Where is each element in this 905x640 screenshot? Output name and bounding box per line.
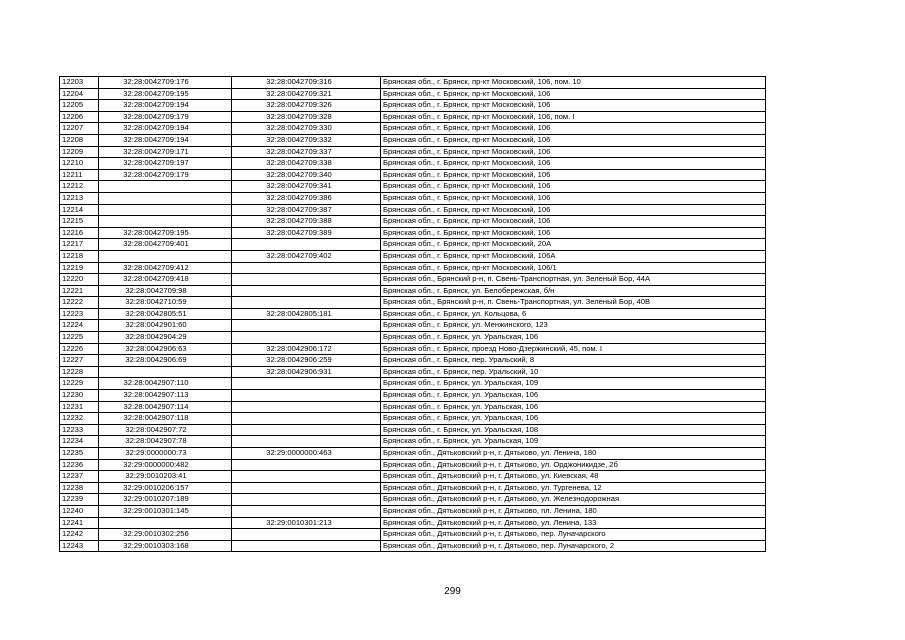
row-number-cell: 12237 xyxy=(60,471,99,483)
object-number-cell: 32:28:0042709:389 xyxy=(232,227,381,239)
row-number-cell: 12238 xyxy=(60,482,99,494)
address-cell: Брянская обл., г. Брянск, ул. Уральская, 106 xyxy=(381,390,766,402)
cadastral-number-cell: 32:28:0042710:59 xyxy=(99,297,232,309)
cadastral-number-cell: 32:28:0042906:63 xyxy=(99,343,232,355)
table-row xyxy=(60,529,766,541)
table-row xyxy=(60,297,766,309)
object-number-cell xyxy=(232,378,381,390)
object-number-cell: 32:28:0042709:402 xyxy=(232,250,381,262)
address-cell: Брянская обл., г. Брянск, пр-кт Московский, 106 xyxy=(381,88,766,100)
cadastral-number-cell: 32:28:0042709:194 xyxy=(99,123,232,135)
address-cell: Брянская обл., г. Брянск, ул. Уральская, 106 xyxy=(381,401,766,413)
cadastral-number-cell: 32:28:0042906:69 xyxy=(99,355,232,367)
address-cell: Брянская обл., г. Брянск, ул. Уральская, 106 xyxy=(381,332,766,344)
address-cell: Брянская обл., Дятьковский р-н, г. Дятьково, пер. Луначарского, 2 xyxy=(381,540,766,552)
object-number-cell xyxy=(232,332,381,344)
cadastral-number-cell xyxy=(99,517,232,529)
object-number-cell xyxy=(232,262,381,274)
table-row xyxy=(60,216,766,228)
row-number-cell: 12205 xyxy=(60,100,99,112)
object-number-cell xyxy=(232,239,381,251)
table-row xyxy=(60,192,766,204)
object-number-cell xyxy=(232,285,381,297)
object-number-cell: 32:28:0042709:328 xyxy=(232,111,381,123)
cadastral-number-cell: 32:28:0042907:113 xyxy=(99,390,232,402)
address-cell: Брянская обл., г. Брянск, ул. Менжинского, 123 xyxy=(381,320,766,332)
table-row xyxy=(60,77,766,89)
cadastral-number-cell: 32:29:0010203:41 xyxy=(99,471,232,483)
address-cell: Брянская обл., г. Брянск, пр-кт Московский, 106А xyxy=(381,250,766,262)
row-number-cell: 12226 xyxy=(60,343,99,355)
table-row xyxy=(60,320,766,332)
row-number-cell: 12233 xyxy=(60,424,99,436)
address-cell: Брянская обл., г. Брянск, ул. Уральская, 108 xyxy=(381,424,766,436)
row-number-cell: 12204 xyxy=(60,88,99,100)
row-number-cell: 12230 xyxy=(60,390,99,402)
table-row xyxy=(60,308,766,320)
cadastral-number-cell: 32:29:0010302:256 xyxy=(99,529,232,541)
object-number-cell: 32:28:0042709:386 xyxy=(232,192,381,204)
object-number-cell xyxy=(232,471,381,483)
object-number-cell xyxy=(232,436,381,448)
cadastral-number-cell: 32:28:0042709:179 xyxy=(99,169,232,181)
table-row xyxy=(60,274,766,286)
table-row xyxy=(60,262,766,274)
address-cell: Брянская обл., г. Брянск, пр-кт Московский, 106 xyxy=(381,192,766,204)
table-row xyxy=(60,413,766,425)
address-cell: Брянская обл., Брянский р-н, п. Свень-Транспортная, ул. Зеленый Бор, 44А xyxy=(381,274,766,286)
object-number-cell xyxy=(232,505,381,517)
table-row xyxy=(60,250,766,262)
table-row xyxy=(60,355,766,367)
cadastral-number-cell: 32:29:0010207:189 xyxy=(99,494,232,506)
object-number-cell: 32:28:0042709:330 xyxy=(232,123,381,135)
object-number-cell xyxy=(232,494,381,506)
table-row xyxy=(60,123,766,135)
row-number-cell: 12219 xyxy=(60,262,99,274)
row-number-cell: 12220 xyxy=(60,274,99,286)
object-number-cell xyxy=(232,401,381,413)
cadastral-number-cell: 32:28:0042709:194 xyxy=(99,134,232,146)
table-row xyxy=(60,343,766,355)
row-number-cell: 12212 xyxy=(60,181,99,193)
row-number-cell: 12231 xyxy=(60,401,99,413)
table-row xyxy=(60,494,766,506)
address-cell: Брянская обл., Дятьковский р-н, г. Дятьково, ул. Железнодорожная xyxy=(381,494,766,506)
cadastral-number-cell: 32:28:0042709:98 xyxy=(99,285,232,297)
row-number-cell: 12241 xyxy=(60,517,99,529)
address-cell: Брянская обл., г. Брянск, пр-кт Московский, 106 xyxy=(381,204,766,216)
address-cell: Брянская обл., г. Брянск, пр-кт Московский, 106, пом. I xyxy=(381,111,766,123)
object-number-cell xyxy=(232,459,381,471)
address-cell: Брянская обл., г. Брянск, ул. Кольцова, 6 xyxy=(381,308,766,320)
row-number-cell: 12209 xyxy=(60,146,99,158)
row-number-cell: 12242 xyxy=(60,529,99,541)
table-row xyxy=(60,111,766,123)
cadastral-number-cell: 32:28:0042709:412 xyxy=(99,262,232,274)
cadastral-number-cell: 32:28:0042907:72 xyxy=(99,424,232,436)
cadastral-number-cell: 32:28:0042805:51 xyxy=(99,308,232,320)
table-row xyxy=(60,227,766,239)
table-row xyxy=(60,158,766,170)
registry-table xyxy=(59,76,766,552)
table-row xyxy=(60,332,766,344)
cadastral-number-cell xyxy=(99,366,232,378)
address-cell: Брянская обл., г. Брянск, ул. Уральская, 109 xyxy=(381,436,766,448)
object-number-cell xyxy=(232,413,381,425)
address-cell: Брянская обл., г. Брянск, пр-кт Московский, 20А xyxy=(381,239,766,251)
address-cell: Брянская обл., г. Брянск, пер. Уральский, 8 xyxy=(381,355,766,367)
address-cell: Брянская обл., Дятьковский р-н, г. Дятьково, пл. Ленина, 180 xyxy=(381,505,766,517)
table-row xyxy=(60,366,766,378)
address-cell: Брянская обл., Дятьковский р-н, г. Дятьково, ул. Тургенева, 12 xyxy=(381,482,766,494)
object-number-cell: 32:28:0042906:259 xyxy=(232,355,381,367)
cadastral-number-cell: 32:28:0042709:197 xyxy=(99,158,232,170)
cadastral-number-cell xyxy=(99,216,232,228)
address-cell: Брянская обл., г. Брянск, пр-кт Московский, 106 xyxy=(381,158,766,170)
cadastral-number-cell: 32:29:0010206:157 xyxy=(99,482,232,494)
object-number-cell: 32:28:0042709:337 xyxy=(232,146,381,158)
table-row xyxy=(60,88,766,100)
table-row xyxy=(60,204,766,216)
address-cell: Брянская обл., Дятьковский р-н, г. Дятьково, ул. Ленина, 133 xyxy=(381,517,766,529)
table-row xyxy=(60,134,766,146)
row-number-cell: 12227 xyxy=(60,355,99,367)
cadastral-number-cell: 32:28:0042709:418 xyxy=(99,274,232,286)
table-row xyxy=(60,448,766,460)
cadastral-number-cell xyxy=(99,192,232,204)
row-number-cell: 12215 xyxy=(60,216,99,228)
row-number-cell: 12203 xyxy=(60,77,99,89)
row-number-cell: 12229 xyxy=(60,378,99,390)
cadastral-number-cell: 32:28:0042907:78 xyxy=(99,436,232,448)
row-number-cell: 12207 xyxy=(60,123,99,135)
cadastral-number-cell: 32:29:0000000:73 xyxy=(99,448,232,460)
address-cell: Брянская обл., г. Брянск, пр-кт Московский, 106/1 xyxy=(381,262,766,274)
address-cell: Брянская обл., г. Брянск, ул. Уральская, 109 xyxy=(381,378,766,390)
cadastral-number-cell: 32:29:0000000:482 xyxy=(99,459,232,471)
cadastral-number-cell xyxy=(99,181,232,193)
row-number-cell: 12236 xyxy=(60,459,99,471)
cadastral-number-cell: 32:29:0010301:145 xyxy=(99,505,232,517)
object-number-cell xyxy=(232,529,381,541)
table-row xyxy=(60,471,766,483)
table-row xyxy=(60,517,766,529)
row-number-cell: 12217 xyxy=(60,239,99,251)
object-number-cell: 32:28:0042709:326 xyxy=(232,100,381,112)
object-number-cell xyxy=(232,482,381,494)
object-number-cell xyxy=(232,297,381,309)
cadastral-number-cell: 32:28:0042901:60 xyxy=(99,320,232,332)
cadastral-number-cell: 32:28:0042709:171 xyxy=(99,146,232,158)
table-row xyxy=(60,459,766,471)
table-row xyxy=(60,378,766,390)
table-row xyxy=(60,540,766,552)
cadastral-number-cell: 32:28:0042907:110 xyxy=(99,378,232,390)
row-number-cell: 12214 xyxy=(60,204,99,216)
row-number-cell: 12221 xyxy=(60,285,99,297)
object-number-cell: 32:28:0042709:332 xyxy=(232,134,381,146)
table-row xyxy=(60,482,766,494)
table-row xyxy=(60,436,766,448)
cadastral-number-cell: 32:28:0042907:114 xyxy=(99,401,232,413)
table-row xyxy=(60,239,766,251)
row-number-cell: 12224 xyxy=(60,320,99,332)
address-cell: Брянская обл., г. Брянск, пр-кт Московский, 106 xyxy=(381,134,766,146)
cadastral-number-cell: 32:28:0042709:194 xyxy=(99,100,232,112)
object-number-cell: 32:29:0010301:213 xyxy=(232,517,381,529)
cadastral-number-cell: 32:28:0042709:176 xyxy=(99,77,232,89)
row-number-cell: 12222 xyxy=(60,297,99,309)
table-row xyxy=(60,181,766,193)
address-cell: Брянская обл., г. Брянск, пр-кт Московский, 106 xyxy=(381,100,766,112)
row-number-cell: 12208 xyxy=(60,134,99,146)
row-number-cell: 12235 xyxy=(60,448,99,460)
address-cell: Брянская обл., г. Брянск, пер. Уральский, 10 xyxy=(381,366,766,378)
object-number-cell: 32:28:0042709:321 xyxy=(232,88,381,100)
row-number-cell: 12223 xyxy=(60,308,99,320)
object-number-cell: 32:28:0042805:181 xyxy=(232,308,381,320)
row-number-cell: 12213 xyxy=(60,192,99,204)
row-number-cell: 12234 xyxy=(60,436,99,448)
cadastral-number-cell: 32:29:0010303:168 xyxy=(99,540,232,552)
object-number-cell: 32:28:0042709:387 xyxy=(232,204,381,216)
table-row xyxy=(60,505,766,517)
object-number-cell: 32:28:0042709:316 xyxy=(232,77,381,89)
table-row xyxy=(60,424,766,436)
address-cell: Брянская обл., г. Брянск, ул. Белобережская, б/н xyxy=(381,285,766,297)
address-cell: Брянская обл., Дятьковский р-н, г. Дятьково, пер. Луначарского xyxy=(381,529,766,541)
table-row xyxy=(60,100,766,112)
address-cell: Брянская обл., г. Брянск, пр-кт Московский, 106 xyxy=(381,169,766,181)
object-number-cell: 32:28:0042709:338 xyxy=(232,158,381,170)
row-number-cell: 12206 xyxy=(60,111,99,123)
object-number-cell xyxy=(232,320,381,332)
address-cell: Брянская обл., г. Брянск, пр-кт Московский, 106 xyxy=(381,227,766,239)
address-cell: Брянская обл., г. Брянск, пр-кт Московский, 106 xyxy=(381,181,766,193)
table-row xyxy=(60,401,766,413)
cadastral-number-cell: 32:28:0042709:179 xyxy=(99,111,232,123)
cadastral-number-cell: 32:28:0042709:195 xyxy=(99,227,232,239)
row-number-cell: 12210 xyxy=(60,158,99,170)
address-cell: Брянская обл., г. Брянск, ул. Уральская, 106 xyxy=(381,413,766,425)
cadastral-number-cell: 32:28:0042907:118 xyxy=(99,413,232,425)
row-number-cell: 12216 xyxy=(60,227,99,239)
object-number-cell: 32:29:0000000:463 xyxy=(232,448,381,460)
row-number-cell: 12211 xyxy=(60,169,99,181)
row-number-cell: 12243 xyxy=(60,540,99,552)
row-number-cell: 12218 xyxy=(60,250,99,262)
row-number-cell: 12225 xyxy=(60,332,99,344)
object-number-cell xyxy=(232,424,381,436)
row-number-cell: 12228 xyxy=(60,366,99,378)
object-number-cell xyxy=(232,540,381,552)
address-cell: Брянская обл., г. Брянск, пр-кт Московский, 106 xyxy=(381,146,766,158)
address-cell: Брянская обл., г. Брянск, пр-кт Московский, 106, пом. 10 xyxy=(381,77,766,89)
page-number: 299 xyxy=(444,586,461,597)
object-number-cell: 32:28:0042906:172 xyxy=(232,343,381,355)
address-cell: Брянская обл., Дятьковский р-н, г. Дятьково, ул. Киевская, 48 xyxy=(381,471,766,483)
table-row xyxy=(60,285,766,297)
object-number-cell: 32:28:0042906:931 xyxy=(232,366,381,378)
object-number-cell: 32:28:0042709:388 xyxy=(232,216,381,228)
table-row xyxy=(60,390,766,402)
address-cell: Брянская обл., г. Брянск, пр-кт Московский, 106 xyxy=(381,216,766,228)
object-number-cell xyxy=(232,390,381,402)
address-cell: Брянская обл., Брянский р-н, п. Свень-Транспортная, ул. Зеленый Бор, 40В xyxy=(381,297,766,309)
object-number-cell xyxy=(232,274,381,286)
row-number-cell: 12240 xyxy=(60,505,99,517)
address-cell: Брянская обл., г. Брянск, проезд Ново-Дзержинский, 45, пом. I xyxy=(381,343,766,355)
address-cell: Брянская обл., Дятьковский р-н, г. Дятьково, ул. Орджоникидзе, 2б xyxy=(381,459,766,471)
object-number-cell: 32:28:0042709:340 xyxy=(232,169,381,181)
object-number-cell: 32:28:0042709:341 xyxy=(232,181,381,193)
cadastral-number-cell: 32:28:0042904:29 xyxy=(99,332,232,344)
address-cell: Брянская обл., г. Брянск, пр-кт Московский, 106 xyxy=(381,123,766,135)
table-row xyxy=(60,169,766,181)
cadastral-number-cell xyxy=(99,250,232,262)
row-number-cell: 12232 xyxy=(60,413,99,425)
registry-table-body xyxy=(60,77,766,552)
cadastral-number-cell xyxy=(99,204,232,216)
address-cell: Брянская обл., Дятьковский р-н, г. Дятьково, ул. Ленина, 180 xyxy=(381,448,766,460)
table-row xyxy=(60,146,766,158)
cadastral-number-cell: 32:28:0042709:401 xyxy=(99,239,232,251)
row-number-cell: 12239 xyxy=(60,494,99,506)
cadastral-number-cell: 32:28:0042709:195 xyxy=(99,88,232,100)
